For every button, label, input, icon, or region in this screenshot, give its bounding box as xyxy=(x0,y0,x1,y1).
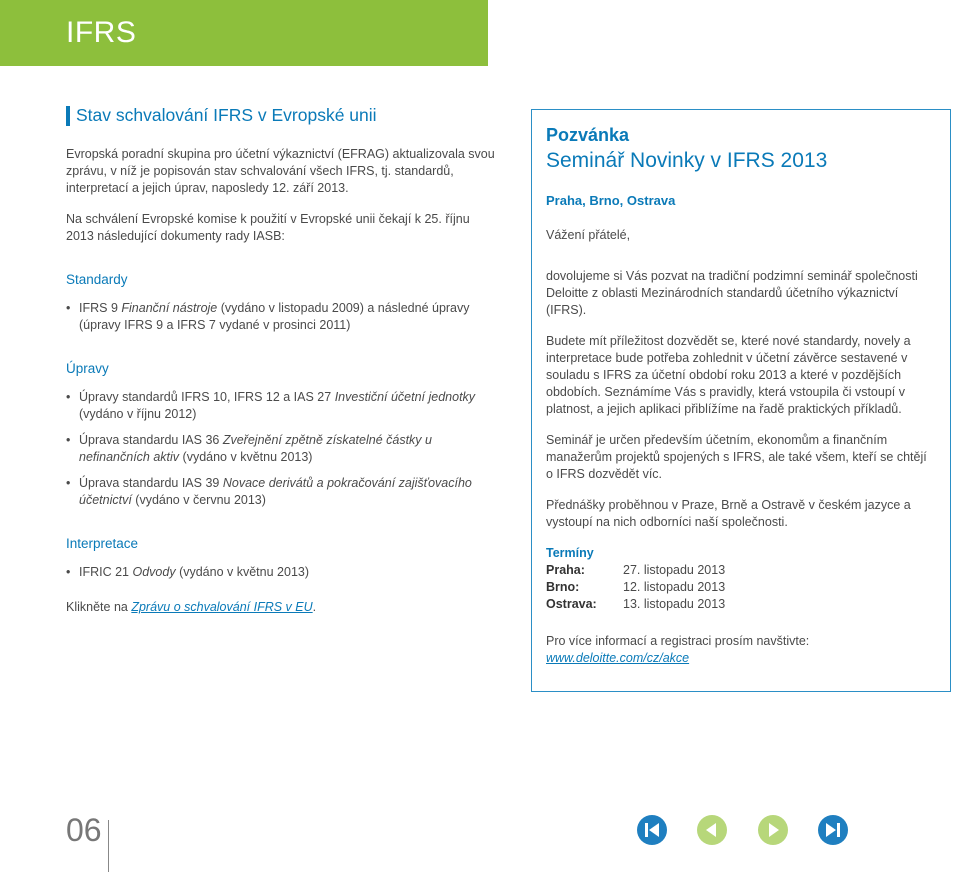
left-column xyxy=(66,104,496,630)
invitation-paragraph-1: dovolujeme si Vás pozvat na tradiční podzimní seminář společnosti Deloitte z oblasti Mezinárodních standardů účetního výkaznictví (IFRS). xyxy=(546,269,918,317)
deloitte-events-link[interactable]: www.deloitte.com/cz/akce xyxy=(546,651,690,665)
invitation-kicker: Pozvánka xyxy=(546,125,630,145)
interpretations-heading: Interpretace xyxy=(66,536,139,551)
interpretations-list xyxy=(66,564,496,581)
standards-heading: Standardy xyxy=(66,272,128,287)
term-row: Brno: 12. listopadu 2013 xyxy=(546,580,726,594)
page-number: 06 xyxy=(66,812,102,848)
next-icon[interactable] xyxy=(758,815,788,845)
section-title: Stav schvalování IFRS v Evropské unii xyxy=(66,104,496,126)
list-item: • Úprava standardu IAS 39 Novace derivátů a pokračování zajišťovacího účetnictví (vydáno v červnu 2013) xyxy=(66,475,496,509)
terms-heading: Termíny xyxy=(546,546,594,560)
invitation-title: Seminář Novinky v IFRS 2013 xyxy=(546,149,828,172)
list-item: • IFRIC 21 Odvody (vydáno v květnu 2013) xyxy=(66,564,496,581)
pending-paragraph: Na schválení Evropské komise k použití v Evropské unii čekají k 25. říjnu 2013 následující dokumenty rady IASB: xyxy=(66,212,470,243)
page-divider xyxy=(108,820,109,872)
header-title: IFRS xyxy=(66,16,137,49)
amendments-list xyxy=(66,389,496,509)
list-item: • IFRS 9 Finanční nástroje (vydáno v listopadu 2009) a následné úpravy (úpravy IFRS 9 a IFRS 7 vydané v prosinci 2011) xyxy=(66,300,496,334)
list-item: • Úprava standardu IAS 36 Zveřejnění zpětně získatelné částky u nefinančních aktiv (vydáno v květnu 2013) xyxy=(66,432,496,466)
more-info: Pro více informací a registraci prosím navštivte: xyxy=(546,634,810,648)
intro-paragraph: Evropská poradní skupina pro účetní výkaznictví (EFRAG) aktualizovala svou zprávu, v níž je popisován stav schvalování všech IFRS, tj. standardů, interpretací a jejich úprav, naposledy 12. září 2013. xyxy=(66,147,495,195)
amendments-heading: Úpravy xyxy=(66,361,109,376)
term-row: Praha: 27. listopadu 2013 xyxy=(546,563,726,577)
efrag-report-link[interactable]: Zprávu o schvalování IFRS v EU xyxy=(131,600,313,614)
previous-icon[interactable] xyxy=(697,815,727,845)
click-paragraph: Klikněte na Zprávu o schvalování IFRS v EU. xyxy=(66,600,317,614)
greeting: Vážení přátelé, xyxy=(546,228,631,242)
list-item: • Úpravy standardů IFRS 10, IFRS 12 a IAS 27 Investiční účetní jednotky (vydáno v říjnu 2012) xyxy=(66,389,496,423)
invitation-cities: Praha, Brno, Ostrava xyxy=(546,193,676,208)
invitation-paragraph-2: Budete mít příležitost dozvědět se, které nové standardy, novely a interpretace bude potřeba zohlednit v účetní závěrce sestavené v souladu s IFRS za účetní období roku 2013 a které v pozdějších obdobích. Seznámíme Vás s pravidly, která vstoupila či vstoupí v platnost, a jejich aplikaci přiblížíme na řadě praktických příkladů. xyxy=(546,334,911,416)
skip-back-icon[interactable] xyxy=(637,815,667,845)
term-row: Ostrava: 13. listopadu 2013 xyxy=(546,597,726,611)
standards-list xyxy=(66,300,496,334)
skip-forward-icon[interactable] xyxy=(818,815,848,845)
invitation-paragraph-4: Přednášky proběhnou v Praze, Brně a Ostravě v českém jazyce a vystoupí na nich odborníci naší společnosti. xyxy=(546,498,911,529)
invitation-box xyxy=(531,109,951,692)
invitation-paragraph-3: Seminář je určen především účetním, ekonomům a finančním manažerům projektů spojených s IFRS, ale také všem, kteří se chtějí o IFRS dozvědět víc. xyxy=(546,433,927,481)
